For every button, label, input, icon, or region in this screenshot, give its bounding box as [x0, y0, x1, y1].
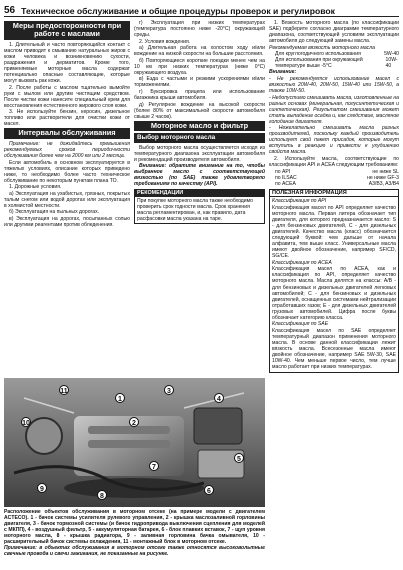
photo-label: 11: [60, 388, 68, 395]
photo-label: 3: [167, 388, 171, 395]
caption-main: Расположение объектов обслуживания в моторном отсеке (на примере модели с двигателем ACTECO). 1 - бачок системы усилителя рулевого управления, 2 - крышка маслозаливной горловины двигателя, 3 - бачок тормозной системы (и бачок гидропривода выключения сцепления для моделей с МКПП), 4 - воздушный фильтр, 5 - аккумуляторная батарея, 6 - блок плавких вставок, 7 - щуп уровня моторного масла, 8 - крышка радиатора, 9 - заливная горловина бачка омывателя, 10 - расширительный бачок системы охлаждения, 11 - монтажный блок в моторном отсеке.: [4, 509, 265, 546]
section-title-oil-filter: Моторное масло и фильтр: [134, 121, 265, 131]
section-title-precautions: Меры предосторожности при работе с маслами: [4, 21, 130, 40]
road-condition-item: в) Эксплуатация на дорогах, посыпанных солью или другими реагентами против обледенения.: [4, 215, 130, 228]
photo-label: 4: [217, 396, 221, 403]
photo-label: 6: [207, 488, 211, 495]
info-block-head: Классификация по SAE: [272, 321, 329, 328]
recommended-viscosity-label: Рекомендуемая вязкость моторного масла: [269, 44, 375, 51]
interval-intro: Если автомобиль в основном эксплуатируется в тяжелых условиях, описание которых приведено ниже, то необходимо более часто техническое обслуживание по некоторым пунктам плана ТО.: [4, 159, 130, 184]
info-block-text: Классификация масел по API определяет качество моторного масла. Первая литера обозначает тип двигателя, для которого предназначается масло: S - для бензиновых двигателей, C - для дизельных двигателей. Качество масла (класс) обозначается следующей буквой: чем дальше от начала алфавита, тем выше класс. Универсальные масла имеют двойное обозначение, например SF/CD, SG/CE.: [272, 204, 396, 260]
subsection-title-oil-choice: Выбор моторного масла: [134, 133, 265, 143]
recommendation-title: РЕКОМЕНДАЦИИ: [135, 190, 264, 196]
road-condition-item: а) Эксплуатация на ухабистых, грязных, покрытых талым снегом или водой дорогах или эксплуатация в холмистой местности.: [4, 190, 130, 209]
condition-item: б) Повторяющиеся короткие поездки менее чем на 10 км при низких температурах (ниже 0°С) окружающего воздуха.: [134, 57, 265, 76]
interval-note: Примечание: не дожидайтесь превышения рекомендуемых сроков периодичности обслуживания более чем на 2000 км или 2 месяца.: [4, 140, 130, 159]
road-condition-item: б) Эксплуатация на пыльных дорогах.: [9, 209, 100, 216]
useful-info-title: ПОЛЕЗНАЯ ИНФОРМАЦИЯ: [270, 190, 398, 198]
condition-item: г) Эксплуатация при низких температурах (температура постоянно ниже -20°С) окружающей среды.: [134, 20, 265, 39]
photo-label: 5: [237, 456, 241, 463]
oil-note-item: - Не рекомендуется использование масел с вязкостью 20W-40, 20W-50, 15W-40 или 15W-50, а также 10W-50.: [269, 75, 399, 95]
quality-row-value: A3/B3, A3/B4: [368, 180, 399, 187]
quality-row-value: не ниже SL: [372, 168, 399, 175]
oil-note-item: - Недопустимо смешивать масла, изготовленные на разных основах (минеральная, полусинтетическая и синтетическая). Результатом смешивания может стать выпадение осадка и, как следствие, масляное голодание двигателя.: [269, 94, 399, 125]
photo-caption: [4, 509, 265, 567]
quality-row-label: по ACEA: [275, 180, 296, 187]
engine-bay-photo: [4, 378, 265, 507]
info-block-text: Классификация масел по ACEA, как и классификация по API, определяет качество моторного масла. Масла делятся на классы: A/B - для бензиновых и дизельных двигателей легковых автомобилей; C - для бензиновых и дизельных двигателей, оснащенных системами нейтрализации отработавших газов; E - для дизельных двигателей грузовых автомобилей. Цифра после буквы обозначает категорию класса.: [272, 266, 396, 321]
condition-item: а) Длительная работа на холостом ходу и/или вождение на низкой скорости на большие расстояния.: [134, 45, 265, 58]
useful-info-body: [270, 197, 398, 371]
section-title-intervals: Интервалы обслуживания: [4, 128, 130, 138]
quality-row-label: по ILSAC: [275, 174, 297, 181]
column-right: [269, 20, 399, 567]
quality-row-label: по API: [275, 168, 291, 175]
quality-row: [269, 181, 399, 187]
column-left: [4, 20, 130, 377]
viscosity-intro: 1. Вязкость моторного масла (по классификации SAE) подберите согласно диаграмме температурного диапазона, соответствующей условиям эксплуатации автомобиля до следующей замены масла.: [269, 20, 399, 45]
oil-row-value: 10W-40: [385, 57, 398, 70]
oil-row-value: 5W-40: [384, 51, 399, 58]
oil-row-label: Для круглогодичного использования: [275, 51, 361, 58]
info-block-head: Классификация по API: [272, 198, 327, 205]
useful-info-box: [269, 189, 399, 373]
photo-label: 1: [118, 396, 122, 403]
oil-row-label: Для использования при окружающей температуре выше -5°С: [275, 57, 363, 70]
condition-item: д) Регулярное вождение на высокой скорости (более 80% от максимальной скорости автомобиля свыше 2 часов).: [134, 101, 265, 120]
recommendation-text: При покупке моторного масла также необходимо проверить срок годности масла. Срок хранения масла регламентирован, и, как правило, дата расфасовки масла указана на таре.: [137, 197, 253, 223]
photo-label: 8: [100, 493, 104, 500]
recommendation-box: [134, 189, 265, 224]
quality-row-value: не ниже GF-3: [367, 174, 399, 181]
condition-item: 2. Условия вождения.: [139, 38, 191, 45]
reservoir-shape: [26, 418, 62, 454]
precaution-item: 1. Длительный и часто повторяющийся контакт с маслом приводит к смыванию натуральных жиров с кожи человека и возникновению сухости, раздражения и дерматитов. Кроме того, применяемые моторные масла содержат потенциально опасные составляющие, которые могут вызвать рак кожи.: [4, 41, 130, 85]
photo-label: 7: [152, 464, 156, 471]
column-middle: [134, 20, 265, 377]
precaution-item: 3. Не используйте бензин, керосин, дизельное топливо или растворители для очистки кожи от масел.: [4, 109, 130, 128]
engine-bay-illustration: [4, 378, 265, 507]
oil-note-title: Внимание:: [269, 69, 297, 76]
page-number: 56: [4, 5, 16, 16]
page-title: Техническое обслуживание и общие процедуры проверок и регулировок: [21, 6, 335, 16]
photo-label: 9: [40, 486, 44, 493]
info-block-head: Классификация по ACEA: [272, 259, 332, 266]
photo-label: 10: [22, 420, 30, 427]
oil-row: [269, 57, 399, 69]
photo-label: 2: [132, 420, 136, 427]
page-header: [4, 3, 399, 17]
battery-shape: [194, 408, 242, 444]
info-block-text: Классификация масел по SAE определяет температурный диапазон применения моторного масла. В основе данной классификации лежит вязкость масла. Всесезонные масла имеют двойное обозначение, например SAE 5W-30, SAE 10W-40. Чем меньше первое число, тем лучше масло работает при низких температурах.: [272, 327, 396, 371]
condition-item: г) Буксировка прицепа или использование багажника крыши автомобиля.: [134, 89, 265, 102]
oil-warning: Внимание: обратите внимание на то, чтобы выбранное масло с соответствующей вязкостью (по SAE) также удовлетворяло требованиям по качеству (API).: [134, 163, 265, 188]
precaution-item: 2. После работы с маслом тщательно вымойте руки с мылом или другим чистящим средством. После чистки кожи нанесите специальный крем для восстановления естественного жирового слоя кожи.: [4, 84, 130, 109]
oil-choice-text: Выбор моторного масла осуществляется исходя из температурного диапазона эксплуатации автомобиля и рекомендаций производителя автомобиля.: [134, 144, 265, 163]
caption-note: Примечание: в объектах обслуживания в моторном отсеке также относятся высоковольтные свечные провода и свечи зажигания, не показанные на рисунке.: [4, 545, 265, 558]
condition-item: в) Езда с частыми и резкими ускорениями и/или торможениями.: [134, 76, 265, 89]
oil-note-item: - Нежелательно смешивать масла разных производителей, поскольку каждый производитель использует свой пакет присадок, которые могут вступить в реакцию и привести к ухудшению свойств масла.: [269, 125, 399, 156]
quality-title: 2. Используйте масла, соответствующие по классификации API и ACEA следующим требованиям:: [269, 156, 399, 169]
road-conditions-title: 1. Дорожные условия.: [9, 184, 62, 191]
